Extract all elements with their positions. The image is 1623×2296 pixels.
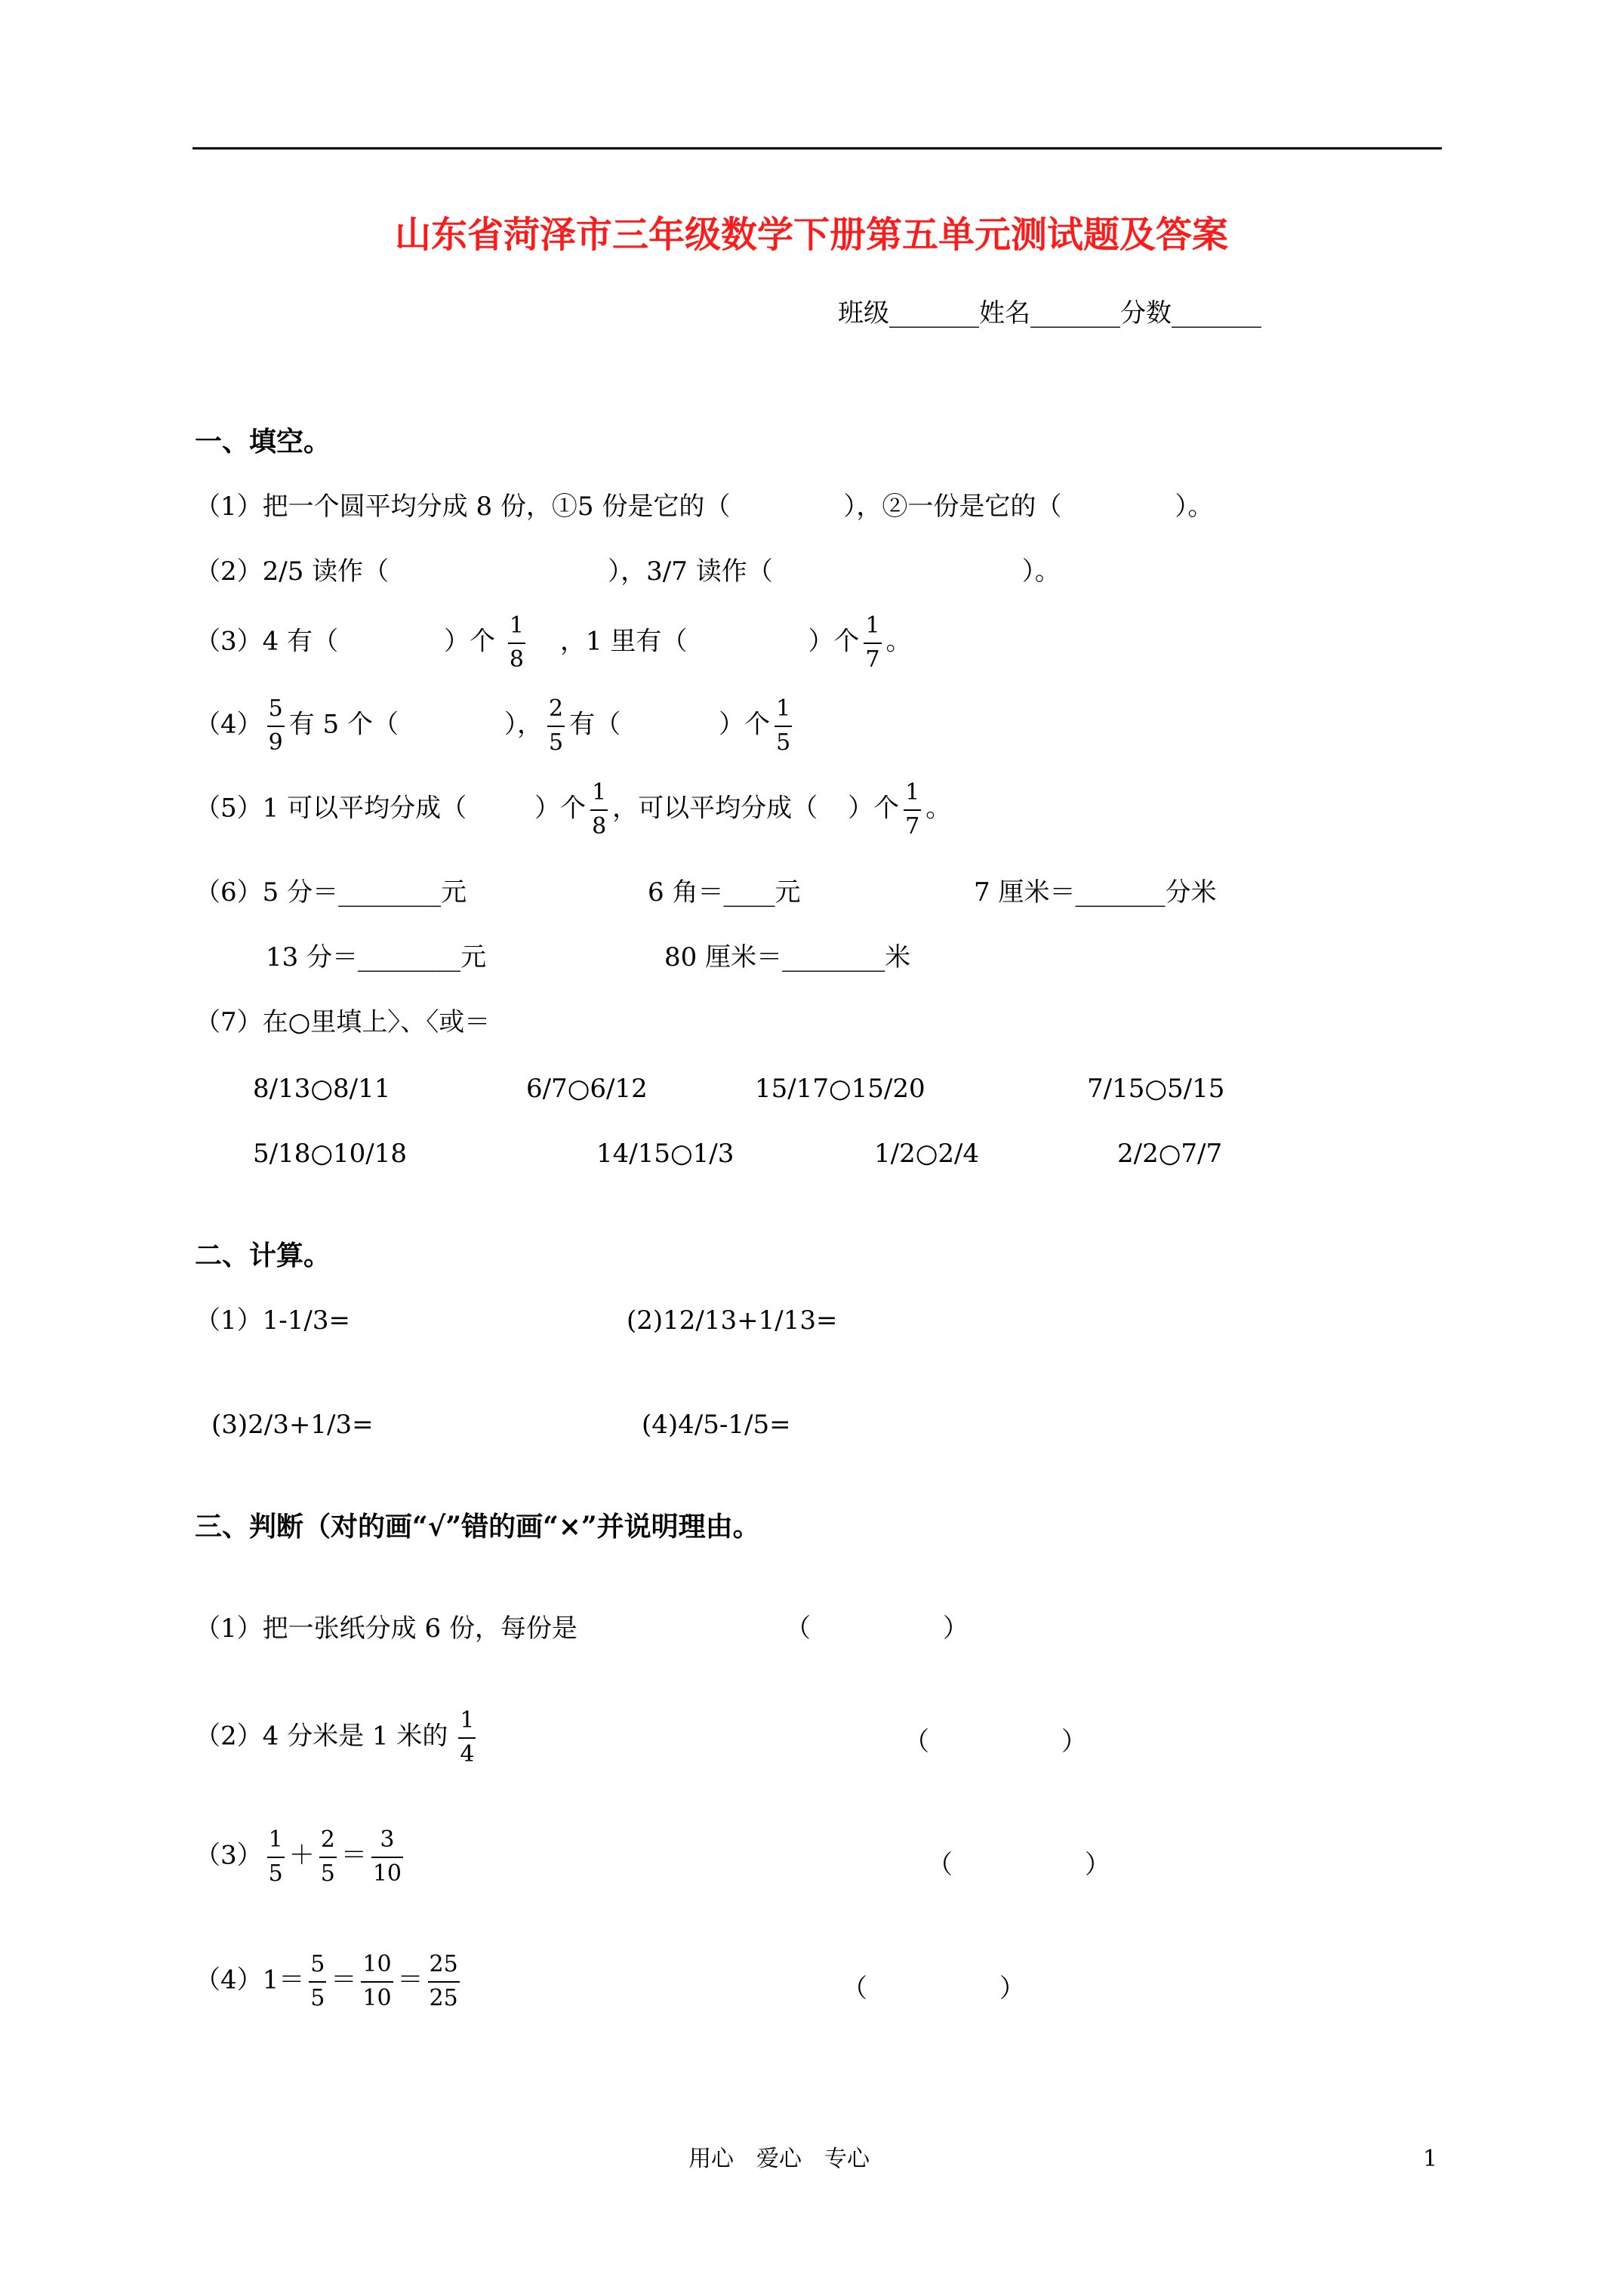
- compare-item: 8/13○8/11: [253, 1074, 391, 1104]
- q5-text-b: ）个: [534, 793, 587, 824]
- equals-sign: ＝: [331, 1965, 357, 1996]
- compare-item: 2/2○7/7: [1117, 1139, 1223, 1169]
- q1-text-a: （1）把一个圆平均分成 8 份，①5 份是它的（: [195, 492, 731, 522]
- fill-question-2: [195, 556, 1061, 587]
- answer-bracket-2: （ ）: [904, 1727, 1087, 1757]
- fraction: $\frac{1}{8}$: [592, 779, 607, 840]
- q3-text-c: ，1 里有（: [559, 626, 688, 657]
- q5-text-a: （5）1 可以平均分成（: [195, 793, 467, 824]
- judge-question-1: （1）把一张纸分成 6 份，每份是: [195, 1613, 577, 1644]
- fraction: $\frac{1}{8}$: [509, 612, 524, 673]
- q1-text-b: ），②一份是它的（: [843, 492, 1062, 522]
- q4-text-d: 有（: [569, 709, 621, 740]
- fill-question-3: [195, 613, 912, 673]
- plus-sign: ＋: [288, 1840, 315, 1871]
- q6-item-2: 6 角＝____元: [648, 877, 801, 908]
- calc-problem-3: (3)2/3+1/3=: [211, 1410, 374, 1440]
- answer-bracket-3: （ ）: [927, 1850, 1110, 1880]
- q2-text-a: （2）2/5 读作（: [195, 556, 390, 587]
- q3-text-b: ）个: [444, 626, 496, 657]
- q3-text-e: 。: [885, 626, 912, 657]
- q4-text-a: （4）: [195, 709, 263, 740]
- q3-text-d: ）个: [808, 626, 860, 657]
- section-1-heading: 一、填空。: [195, 426, 331, 458]
- j4-label: （4）1＝: [195, 1965, 305, 1996]
- fraction: $\frac{1}{7}$: [865, 612, 880, 673]
- q3-text-a: （3）4 有（: [195, 626, 339, 657]
- fill-question-4: [195, 696, 796, 756]
- q4-text-c: ），: [504, 709, 543, 740]
- q6-item-4: 13 分＝________元: [266, 942, 487, 972]
- judge-question-4: [195, 1952, 464, 2011]
- page-number: 1: [1423, 2146, 1438, 2172]
- fill-question-5: [195, 780, 951, 840]
- q2-text-c: ）。: [1021, 556, 1061, 587]
- section-2-heading: 二、计算。: [195, 1240, 331, 1271]
- judge-question-3: [195, 1827, 408, 1887]
- q6-item-3: 7 厘米＝_______分米: [974, 877, 1217, 908]
- compare-item: 7/15○5/15: [1087, 1074, 1225, 1104]
- equals-sign: ＝: [397, 1965, 423, 1996]
- answer-bracket-4: （ ）: [842, 1974, 1025, 2004]
- page-title: 山东省菏泽市三年级数学下册第五单元测试题及答案: [394, 214, 1228, 256]
- j3-label: （3）: [195, 1840, 263, 1871]
- calc-problem-4: (4)4/5-1/5=: [642, 1410, 791, 1440]
- judge-question-2: [195, 1708, 480, 1767]
- compare-item: 1/2○2/4: [874, 1139, 980, 1169]
- q5-text-d: ）个: [848, 793, 900, 824]
- footer-motto: 用心 爱心 专心: [688, 2146, 870, 2172]
- compare-item: 6/7○6/12: [526, 1074, 648, 1104]
- fraction: $\frac{10}{10}$: [362, 1951, 392, 2011]
- q4-text-b: 有 5 个（: [288, 709, 399, 740]
- q2-text-b: ），3/7 读作（: [608, 556, 773, 587]
- fraction: $\frac{2}{5}$: [548, 695, 564, 756]
- fraction: $\frac{1}{5}$: [268, 1826, 283, 1887]
- fraction: $\frac{1}{4}$: [460, 1707, 475, 1767]
- compare-item: 14/15○1/3: [596, 1139, 735, 1169]
- calc-problem-2: (2)12/13+1/13=: [627, 1305, 838, 1336]
- answer-bracket-1: （ ）: [785, 1613, 969, 1644]
- section-3-heading: 三、判断（对的画“√”错的画“×”并说明理由。: [195, 1511, 760, 1542]
- fraction: $\frac{2}{5}$: [320, 1826, 335, 1887]
- fill-question-1: [195, 492, 1214, 522]
- header-rule: [192, 147, 1442, 149]
- q6-item-5: 80 厘米＝________米: [664, 942, 911, 972]
- fraction: $\frac{5}{9}$: [268, 695, 283, 756]
- fraction: $\frac{1}{5}$: [776, 695, 791, 756]
- calc-problem-1: （1）1-1/3=: [195, 1305, 350, 1336]
- equals-sign: ＝: [340, 1840, 367, 1871]
- fraction: $\frac{5}{5}$: [310, 1951, 325, 2011]
- q5-text-e: 。: [925, 793, 952, 824]
- q7-instruction: （7）在○里填上〉、〈或＝: [195, 1007, 491, 1037]
- q1-text-c: ）。: [1175, 492, 1214, 522]
- q6-item-1: （6）5 分＝________元: [195, 877, 467, 908]
- compare-item: 5/18○10/18: [253, 1139, 407, 1169]
- q4-text-e: ）个: [719, 709, 771, 740]
- j2-text: （2）4 分米是 1 米的: [195, 1721, 448, 1752]
- fraction: $\frac{25}{25}$: [429, 1951, 458, 2011]
- student-info-line: 班级_______姓名_______分数_______: [838, 298, 1261, 328]
- compare-item: 15/17○15/20: [755, 1074, 925, 1104]
- q5-text-c: ，可以平均分成（: [612, 793, 818, 824]
- fraction: $\frac{3}{10}$: [372, 1826, 402, 1887]
- fraction: $\frac{1}{7}$: [905, 779, 920, 840]
